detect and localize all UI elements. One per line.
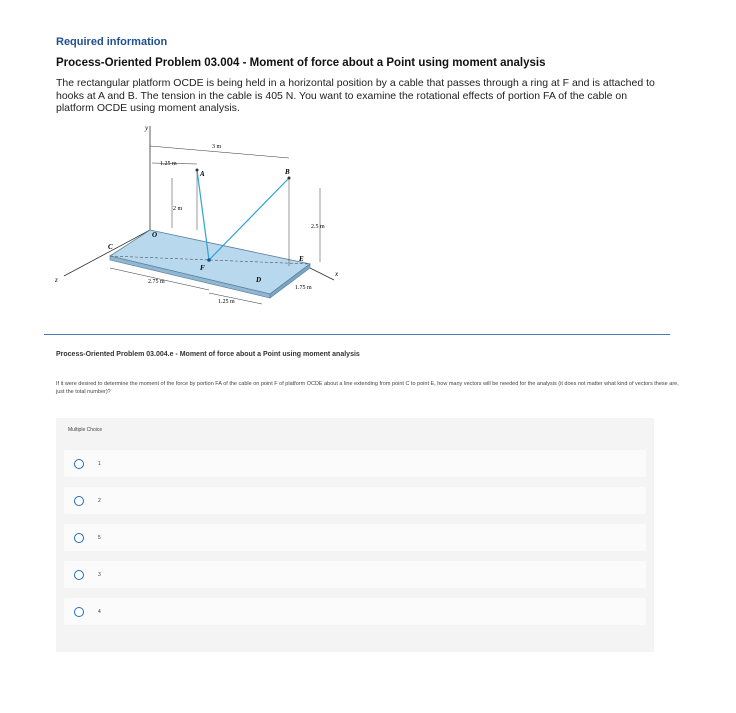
dim-1-75m: 1.75 m <box>295 285 312 291</box>
label-e: E <box>299 255 304 263</box>
platform-diagram <box>52 118 372 318</box>
label-a: A <box>200 170 205 178</box>
problem-title: Process-Oriented Problem 03.004 - Moment of force about a Point using moment analysis <box>56 57 546 69</box>
part-title: Process-Oriented Problem 03.004.e - Moment of force about a Point using moment analysis <box>56 351 360 358</box>
radio-button[interactable] <box>74 533 84 543</box>
dim-1-25m-top: 1.25 m <box>160 161 177 167</box>
dim-3m: 3 m <box>212 144 222 150</box>
label-y: y <box>145 124 149 132</box>
label-f: F <box>200 264 205 272</box>
required-information-heading: Required information <box>56 36 168 48</box>
label-b: B <box>285 168 290 176</box>
label-o: O <box>152 231 158 239</box>
radio-button[interactable] <box>74 570 84 580</box>
multiple-choice-label: Multiple Choice <box>68 427 103 433</box>
multiple-choice-panel <box>56 418 654 652</box>
option-text: 3 <box>98 571 101 578</box>
x-axis <box>310 268 334 280</box>
point-b <box>288 177 291 180</box>
radio-button[interactable] <box>74 496 84 506</box>
label-d: D <box>256 276 262 284</box>
point-f <box>207 258 211 262</box>
option-3[interactable] <box>64 524 646 551</box>
option-2[interactable] <box>64 487 646 514</box>
problem-description: The rectangular platform OCDE is being held in a horizontal position by a cable that passes through a ring at F and is attached to hooks at A and B. The tension in the cable is 405 N. You want to examine the rotational effects of portion FA of the cable on platform OCDE using moment analysis. <box>56 77 655 114</box>
option-text: 5 <box>98 534 101 541</box>
platform-top <box>110 230 310 294</box>
section-divider <box>44 334 670 335</box>
point-a <box>196 169 199 172</box>
dim-1-25m-bottom: 1.25 m <box>218 299 235 305</box>
dim-2m: 2 m <box>173 206 183 212</box>
option-text: 4 <box>98 608 101 615</box>
option-text: 1 <box>98 460 101 467</box>
option-4[interactable] <box>64 561 646 588</box>
cable-fb <box>209 178 289 260</box>
options-list <box>64 450 646 635</box>
dim-2-75m: 2.75 m <box>148 279 165 285</box>
option-5[interactable] <box>64 598 646 625</box>
dim-2-5m: 2.5 m <box>311 224 325 230</box>
label-x: x <box>335 270 339 278</box>
option-1[interactable] <box>64 450 646 477</box>
label-c: C <box>108 243 113 251</box>
radio-button[interactable] <box>74 459 84 469</box>
label-z: z <box>55 276 58 284</box>
radio-button[interactable] <box>74 607 84 617</box>
option-text: 2 <box>98 497 101 504</box>
question-text: If it were desired to determine the moment of the force by portion FA of the cable on point F of platform OCDE about a line extending from point C to point E, how many vectors will be needed for the analysis (it does not matter what kind of vectors these are, just the total number)? <box>56 381 679 395</box>
